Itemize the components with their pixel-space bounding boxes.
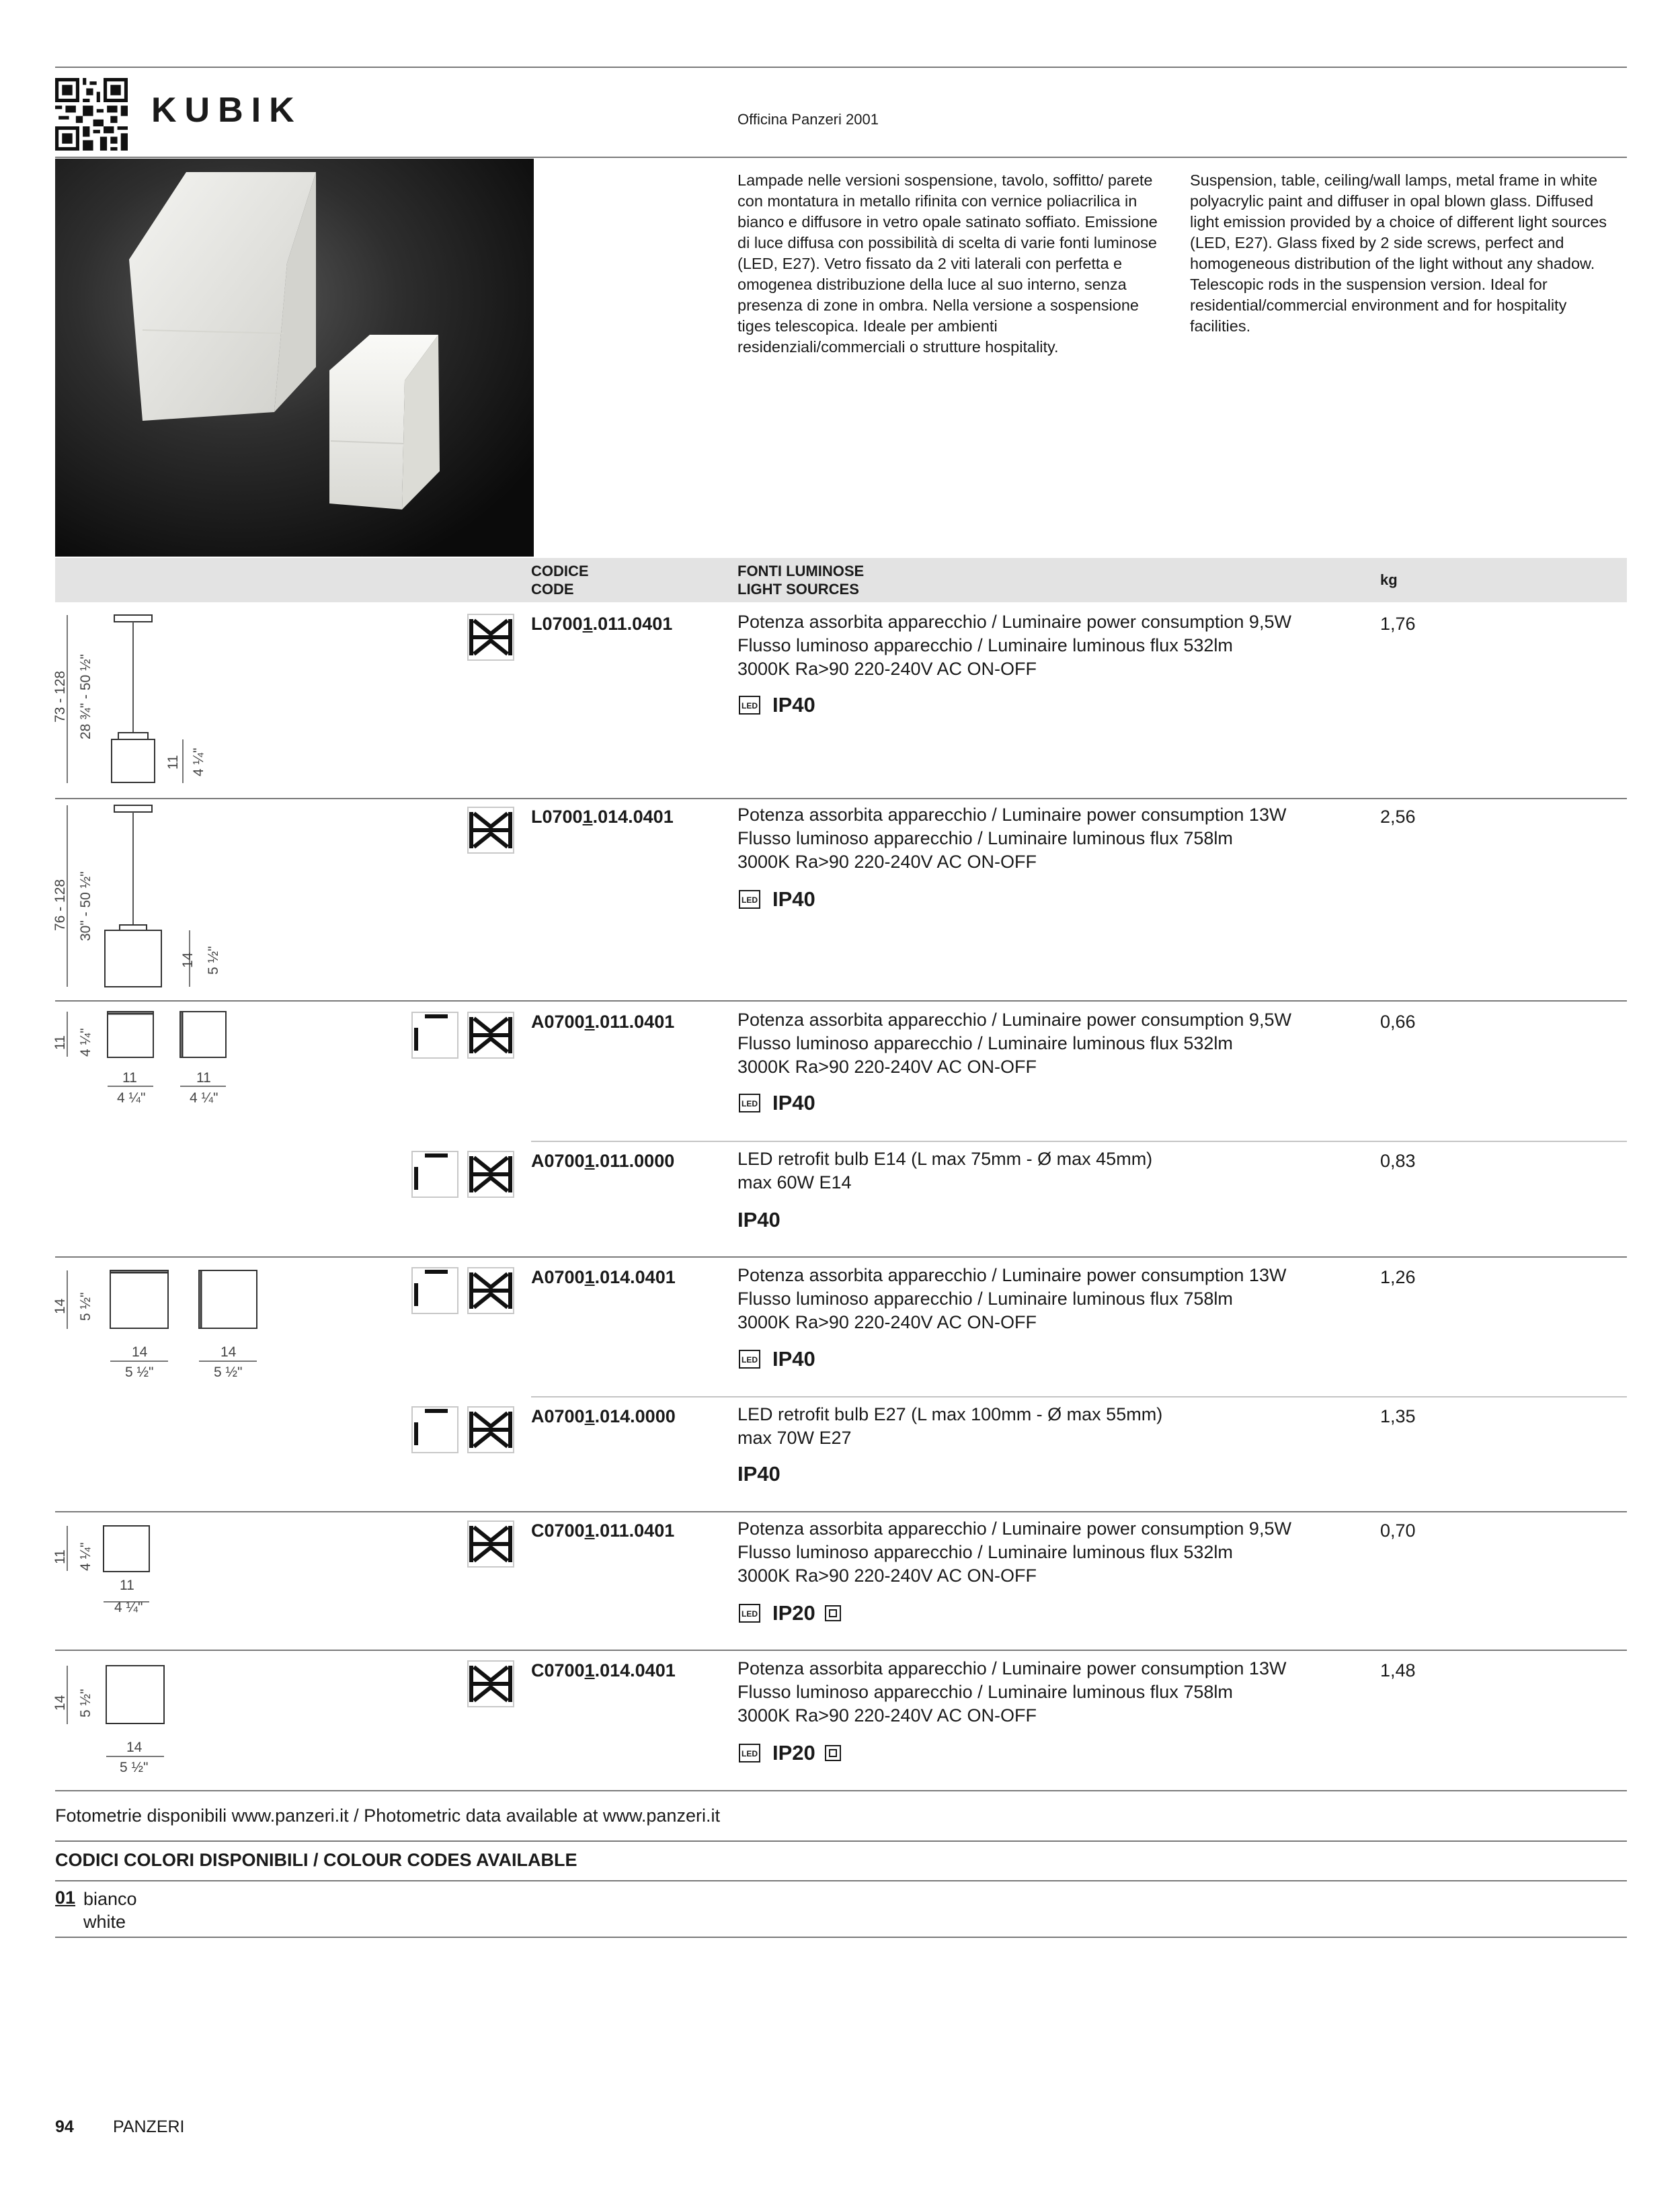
section-rule bbox=[55, 1840, 1627, 1842]
dim-width-cm: 11 bbox=[120, 1578, 134, 1593]
dim-height-cm: 14 bbox=[52, 1695, 68, 1711]
colour-name: bianco white bbox=[83, 1889, 137, 1932]
dim-body-in: 5 ½" bbox=[206, 946, 221, 975]
ip-rating: IP40 bbox=[772, 693, 815, 717]
rating-line bbox=[739, 1091, 815, 1115]
dim-body-cm: 14 bbox=[180, 952, 196, 968]
dim-height-cm: 14 bbox=[52, 1298, 68, 1314]
page-number: 94 bbox=[55, 2117, 74, 2136]
light-source-spec: Potenza assorbita apparecchio / Luminaire power consumption 13W Flusso luminoso apparecchio / Luminaire luminous flux 758lm 3000K Ra>90 220-240V AC ON-OFF bbox=[737, 805, 1287, 872]
dim-width-in: 4 ¼" bbox=[114, 1600, 143, 1615]
colour-codes-title: CODICI COLORI DISPONIBILI / COLOUR CODES AVAILABLE bbox=[55, 1850, 577, 1870]
weight-value: 1,48 bbox=[1380, 1660, 1416, 1680]
led-icon: LED bbox=[739, 696, 760, 715]
dim-height-in: 5 ½" bbox=[78, 1689, 93, 1717]
colour-code: 01 bbox=[55, 1888, 76, 1908]
product-code: A07001.011.0000 bbox=[531, 1151, 675, 1171]
rating-line bbox=[739, 1601, 841, 1625]
light-source-spec: Potenza assorbita apparecchio / Luminaire power consumption 13W Flusso luminoso apparecchio / Luminaire luminous flux 758lm 3000K Ra>90 220-240V AC ON-OFF bbox=[737, 1658, 1287, 1726]
dim-width-in: 5 ½" bbox=[120, 1760, 149, 1775]
header-weight: kg bbox=[1380, 571, 1398, 588]
led-icon: LED bbox=[739, 1744, 760, 1762]
mounting-icon bbox=[411, 1012, 458, 1059]
sub-row-divider bbox=[531, 1396, 1627, 1397]
section-rule bbox=[55, 1937, 1627, 1938]
row-divider bbox=[55, 1650, 1627, 1651]
weight-value: 0,66 bbox=[1380, 1012, 1416, 1032]
ip-rating: IP40 bbox=[772, 1091, 815, 1114]
dim-height-cm: 76 - 128 bbox=[52, 879, 68, 931]
light-emission-icon bbox=[467, 614, 514, 661]
light-emission-icon bbox=[467, 1660, 514, 1707]
dim-depth-in: 4 ¼" bbox=[190, 1090, 218, 1106]
led-icon: LED bbox=[739, 1094, 760, 1112]
product-code: L07001.014.0401 bbox=[531, 807, 674, 827]
dim-height-in: 28 ¾" - 50 ½" bbox=[78, 654, 93, 739]
ip-rating: IP20 bbox=[772, 1601, 815, 1625]
class-ii-icon bbox=[825, 1745, 841, 1761]
ip-rating: IP40 bbox=[772, 1347, 815, 1371]
page-brand: PANZERI bbox=[113, 2117, 185, 2136]
row-divider bbox=[55, 1256, 1627, 1258]
light-source-spec: Potenza assorbita apparecchio / Luminaire power consumption 13W Flusso luminoso apparecchio / Luminaire luminous flux 758lm 3000K Ra>90 220-240V AC ON-OFF bbox=[737, 1265, 1287, 1332]
weight-value: 1,35 bbox=[1380, 1406, 1416, 1426]
dim-width-in: 5 ½" bbox=[125, 1365, 154, 1380]
dim-depth-cm: 14 bbox=[221, 1344, 237, 1360]
product-code: C07001.011.0401 bbox=[531, 1520, 675, 1541]
light-source-spec: Potenza assorbita apparecchio / Luminaire power consumption 9,5W Flusso luminoso apparecchio / Luminaire luminous flux 532lm 3000K Ra>90 220-240V AC ON-OFF bbox=[737, 612, 1291, 679]
product-title: KUBIK bbox=[151, 91, 303, 130]
light-emission-icon bbox=[467, 1151, 514, 1198]
header-light-sources: FONTI LUMINOSE LIGHT SOURCES bbox=[737, 563, 865, 598]
row-divider bbox=[55, 798, 1627, 799]
light-source-spec: LED retrofit bulb E27 (L max 100mm - Ø max 55mm) max 70W E27 bbox=[737, 1404, 1163, 1448]
sub-row-divider bbox=[531, 1141, 1627, 1142]
dim-width-in: 4 ¼" bbox=[117, 1090, 146, 1106]
led-icon: LED bbox=[739, 890, 760, 909]
dim-height-cm: 11 bbox=[52, 1035, 68, 1050]
dim-width-cm: 14 bbox=[132, 1344, 148, 1360]
dim-width-cm: 11 bbox=[122, 1070, 137, 1086]
product-code: L07001.011.0401 bbox=[531, 614, 673, 634]
weight-value: 0,83 bbox=[1380, 1151, 1416, 1171]
led-icon: LED bbox=[739, 1604, 760, 1623]
weight-value: 0,70 bbox=[1380, 1520, 1416, 1541]
dim-width-cm: 14 bbox=[126, 1740, 143, 1755]
light-emission-icon bbox=[467, 807, 514, 854]
top-rule bbox=[55, 67, 1627, 68]
weight-value: 1,26 bbox=[1380, 1267, 1416, 1287]
dim-height-in: 5 ½" bbox=[78, 1292, 93, 1321]
dim-body-in: 4 ¼" bbox=[191, 747, 206, 776]
product-code: A07001.014.0000 bbox=[531, 1406, 676, 1426]
photometric-note: Fotometrie disponibili www.panzeri.it / Photometric data available at www.panzeri.it bbox=[55, 1806, 720, 1826]
light-emission-icon bbox=[467, 1520, 514, 1568]
product-code: A07001.014.0401 bbox=[531, 1267, 676, 1287]
section-rule bbox=[55, 1880, 1627, 1881]
dim-height-in: 4 ¼" bbox=[78, 1028, 93, 1057]
product-code: C07001.014.0401 bbox=[531, 1660, 676, 1680]
dim-height-cm: 73 - 128 bbox=[52, 670, 68, 723]
class-ii-icon bbox=[825, 1605, 841, 1621]
ip-rating: IP40 bbox=[737, 1462, 781, 1486]
dim-height-in: 4 ¼" bbox=[78, 1542, 93, 1571]
dim-depth-cm: 11 bbox=[196, 1070, 211, 1086]
light-emission-icon bbox=[467, 1406, 514, 1453]
light-emission-icon bbox=[467, 1267, 514, 1314]
light-source-spec: Potenza assorbita apparecchio / Luminaire power consumption 9,5W Flusso luminoso apparecchio / Luminaire luminous flux 532lm 3000K Ra>90 220-240V AC ON-OFF bbox=[737, 1010, 1291, 1077]
ip-rating: IP20 bbox=[772, 1741, 815, 1765]
dim-body-cm: 11 bbox=[165, 755, 181, 770]
weight-value: 2,56 bbox=[1380, 807, 1416, 827]
ip-rating: IP40 bbox=[737, 1208, 781, 1231]
rating-line bbox=[739, 1347, 815, 1371]
row-divider bbox=[55, 1000, 1627, 1002]
dim-height-cm: 11 bbox=[52, 1549, 68, 1564]
mounting-icon bbox=[411, 1267, 458, 1314]
light-source-spec: LED retrofit bulb E14 (L max 75mm - Ø max 45mm) max 60W E14 bbox=[737, 1149, 1153, 1192]
header-rule bbox=[55, 157, 1627, 158]
product-code: A07001.011.0401 bbox=[531, 1012, 675, 1032]
qr-code-icon bbox=[55, 78, 128, 151]
led-icon: LED bbox=[739, 1350, 760, 1369]
description-italian: Lampade nelle versioni sospensione, tavolo, soffitto/ parete con montatura in metallo rifinita con vernice poliacrilica in bianco e diffusore in vetro opale satinato soffiato. Emissione di luce diffusa con possibilità di scelta di varie fonti luminose (LED, E27). Vetro fissato da 2 viti laterali con perfetta e omogenea distribuzione della luce al suo interno, senza presenza di zone in ombra. Nella versione a sospensione tiges telescopica. Ideale per ambienti residenziali/commerciali o strutture hospitality. bbox=[737, 171, 1158, 356]
rating-line bbox=[739, 693, 815, 717]
product-photo bbox=[55, 159, 534, 557]
row-divider bbox=[55, 1511, 1627, 1512]
header-code: CODICE CODE bbox=[531, 563, 589, 598]
weight-value: 1,76 bbox=[1380, 614, 1416, 634]
light-source-spec: Potenza assorbita apparecchio / Luminaire power consumption 9,5W Flusso luminoso apparecchio / Luminaire luminous flux 532lm 3000K Ra>90 220-240V AC ON-OFF bbox=[737, 1518, 1291, 1586]
mounting-icon bbox=[411, 1406, 458, 1453]
light-emission-icon bbox=[467, 1012, 514, 1059]
row-divider bbox=[55, 1790, 1627, 1791]
dim-depth-in: 5 ½" bbox=[214, 1365, 243, 1380]
brand-line: Officina Panzeri 2001 bbox=[737, 111, 879, 128]
rating-line bbox=[739, 1741, 841, 1765]
rating-line bbox=[739, 887, 815, 911]
description-english: Suspension, table, ceiling/wall lamps, metal frame in white polyacrylic paint and diffuser in opal blown glass. Diffused light emission provided by a choice of different light sources (LED, E27). Glass fixed by 2 side screws, perfect and homogeneous distribution of the light without any shadow. Telescopic rods in the suspension version. Ideal for residential/commercial environment and for hospitality facilities. bbox=[1190, 171, 1607, 335]
wall-large-drawing bbox=[55, 1267, 270, 1375]
dim-height-in: 30" - 50 ½" bbox=[78, 871, 93, 941]
mounting-icon bbox=[411, 1151, 458, 1198]
ip-rating: IP40 bbox=[772, 887, 815, 911]
